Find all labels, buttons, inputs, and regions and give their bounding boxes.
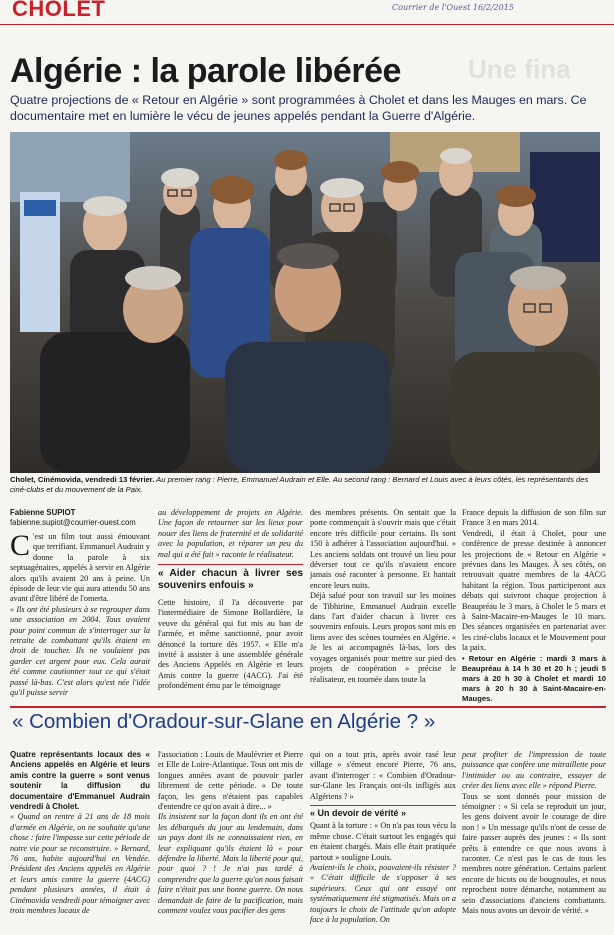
screening-schedule: • Retour en Algérie : mardi 3 mars à Beaupréau à 14 h 30 et 20 h ; jeudi 5 mars à 20 h 30 à Cholet et mardi 10 mars à 20 h 30 à Saint-Macaire-en-Mauges. (462, 653, 606, 703)
article-standfirst: Quatre projections de « Retour en Algérie » sont programmées à Cholet et dans les Mauges en mars. Ce documentaire met en lumière le vécu de jeunes appelés pendant la Guerre d'Algérie. (10, 93, 587, 123)
paragraph: l'association : Louis de Maulévrier et Pierre et Elle de Loire-Atlantique. Tous ont mis de longues années avant de pouvoir parler librement de cette période. « De toute façon, les gens n'étaient pas capables d'entendre ce qu'on avait à dire... » (158, 750, 303, 812)
article-column-3 (310, 508, 456, 685)
paragraph: des membres présents. On sentait que la porte commençait à s'ouvrir mais que c'était encore très difficile pour certains. Ils sont 150 à adhérer à l'association aujourd'hui. » Les anciens soldats ont trouvé un lieu pour déverser tout ce qu'ils n'avaient encore jamais osé raconter à personne. Et hantait encore leurs nuits. (310, 508, 456, 590)
show-through-text: Une fina (468, 54, 571, 84)
group-photo (10, 132, 600, 473)
paragraph: Cette histoire, il l'a découverte par l'intermédiaire de Simone Bollardière, la veuve du général qui fut mis au ban de l'armée, et même sanctionné, pour avoir dénoncé la torture dès 1957. « Elle m'a invité à assister à une assemblée générale des Anciens Appelés en Algérie et leurs Amis contre la guerre (4ACG). J'ai été profondément ému par le témoignage (158, 598, 303, 691)
article2-column-1 (10, 750, 150, 917)
caption-lead: Cholet, Cinémovida, vendredi 13 février. (10, 475, 155, 484)
paragraph: Ils insistent sur la façon dont ils en ont été les débarqués du jour au lendemain, dans un pays dont ils ne connaissaient rien, en leur expliquant qu'ils étaient là « pour défendre la liberté. Mais la liberté pour qui, pour quoi ? ! Je n'ai pas tardé à comprendre que la guerre qu'on nous faisait faire n'était pas une bonne guerre. On nous demandait de faire de la pacification, mais comment voulez vous pacifier des gens (158, 812, 304, 916)
group-photo-illustration (10, 132, 600, 473)
article-column-4 (462, 508, 606, 704)
second-article-headline: « Combien d'Oradour-sur-Glane en Algérie ? » (12, 710, 436, 733)
handwritten-date-note: Courrier de l'Ouest 16/2/2015 (392, 3, 514, 12)
paragraph: Quant à la torture : « On n'a pas tous vécu la même chose. C'était surtout les engagés qui en étaient chargés. Mais elle était pratiquée partout » souligne Louis. (310, 821, 456, 862)
dropcap: C (10, 529, 31, 562)
paragraph: peut profiter de l'impression de toute puissance que confère une mitraillette pour l'intimider ou au contraire, essayer de créer des liens avec elle » répond Pierre. (462, 750, 606, 791)
paragraph: « Quand on rentre à 21 ans de 18 mois d'armée en Algérie, on ne souhaite qu'une chose : faire l'impasse sur cette période de notre vie pour se reconstruire. » Bernard, 76 ans, habite aujourd'hui en Vendée. Président des Anciens appelés en Algérie et leurs amis contre la guerre (4ACG) pendant plusieurs années, il était à Cinémovida vendredi pour témoigner avec trois membres locaux de (10, 812, 150, 916)
article-column-1 (10, 508, 150, 699)
article2-column-4 (462, 750, 606, 917)
paragraph: au développement de projets en Algérie. Une façon de retourner sur les lieux pour nouer des liens de fraternité et de solidarité avec la population, et réparer un peu du mal qui a été fait » raconte le réalisateur. (158, 508, 303, 559)
paragraph: 'est un film tout aussi émouvant que terrifiant. Emmanuel Audrain y donne la parole à six septuagénaires, appelés à servir en Algérie alors qu'ils avaient 20 ans à peine. Un épisode de leur vie qui aura attendu 50 ans avant d'être libéré de l'omerta. (10, 532, 150, 604)
paragraph: qui on a tout pris, après avoir rasé leur village » s'émeut encore Pierre, 76 ans, avant d'interroger : « Combien d'Oradour-sur-Glane les Français ont-ils infligés aux Algériens ? » (310, 750, 456, 801)
article-column-2 (158, 508, 303, 692)
article2-column-3 (310, 750, 456, 926)
paragraph: France depuis la diffusion de son film sur France 3 en mars 2014. (462, 508, 606, 528)
author-email: fabienne.supiot@courrier-ouest.com (10, 518, 136, 527)
byline (10, 508, 150, 528)
paragraph: « Ils ont été plusieurs à se regrouper dans une association en 2004. Tous avaient pour point commun de s'interroger sur la retraite de combattant qu'ils étaient en droit de toucher. Ils ne voulaient pas garder cet argent pour eux. Cela aurait été comme cautionner tout ce qui s'était passé là-bas. C'est alors qu'est née l'idée qu'il puisse servir (10, 604, 150, 698)
article-headline: Algérie : la parole libérée (10, 52, 401, 90)
paragraph: Déjà salué pour son travail sur les moines de Tibhirine, Emmanuel Audrain excelle dans l'art d'aider chacun à livrer ces souvenirs enfouis. Leurs propos sont mis en liens avec des scènes tournées en Algérie. « Je les ai accompagnés là-bas, lors des voyages organisés pour mettre sur pied des projets de coopération » précise le réalisateur, en tournée dans toute la (310, 591, 456, 684)
article2-column-2 (158, 750, 303, 917)
paragraph: Tous se sont donnés pour mission de témoigner : « Si cela se reproduit un jour, les gens doivent avoir le courage de dire non ! » Un message qu'ils n'ont de cesse de faire passer auprès des jeunes : « Ils sont prêts à entendre ce que nous avons à raconter. Ce n'est pas le cas de tous les membres notre génération. Certains parlent encore de bicots ou de bougnoules, et nous reprochent notre démarche, notamment au sein d'associations d'anciens combattants. Mais nous avons un devoir de vérité. » (462, 791, 606, 916)
subheading: « Aider chacun à livrer ses souvenirs enfouis » (158, 564, 303, 592)
paragraph: Avaient-ils le choix, pouvaient-ils résister ? « C'était difficile de s'opposer à ses supérieurs. Ceux qui ont essayé ont systématiquement été stigmatisés. Mais on a toujours le choix de l'attitude qu'on adopte face à la population. On (310, 863, 456, 925)
author-name: Fabienne SUPIOT (10, 508, 76, 517)
subheading: « Un devoir de vérité » (310, 805, 456, 818)
section-header-bar (0, 0, 614, 25)
caption-text: Au premier rang : Pierre, Emmanuel Audrain et Elle. Au second rang : Bernard et Louis avec à leurs côtés, les représentants des ciné-clubs et du mouvement de la Paix. (10, 475, 589, 494)
paragraph: Vendredi, il était à Cholet, pour une conférence de presse destinée à annoncer les projections de « Retour en Algérie » prévues dans les Mauges. À ses côtés, on retrouvait quatre membres de la 4ACG habitant la région. Tous participeront aux débats qui suivront chaque projection à Beaupréau le 3 mars, à Cholet le 5 mars et à Saint-Macaire-en-Mauges le 10 mars. Des séances organisées en partenariat avec les ciné-clubs locaux et le Mouvement pour la paix. (462, 528, 606, 653)
article-divider (10, 706, 606, 708)
article2-lead: Quatre représentants locaux des « Anciens appelés en Algérie et leurs amis contre la guerre » sont venus soutenir la diffusion du documentaire d'Emmanuel Audrain vendredi à Cholet. (10, 750, 150, 812)
section-title: CHOLET (12, 0, 106, 21)
photo-caption (10, 475, 606, 495)
